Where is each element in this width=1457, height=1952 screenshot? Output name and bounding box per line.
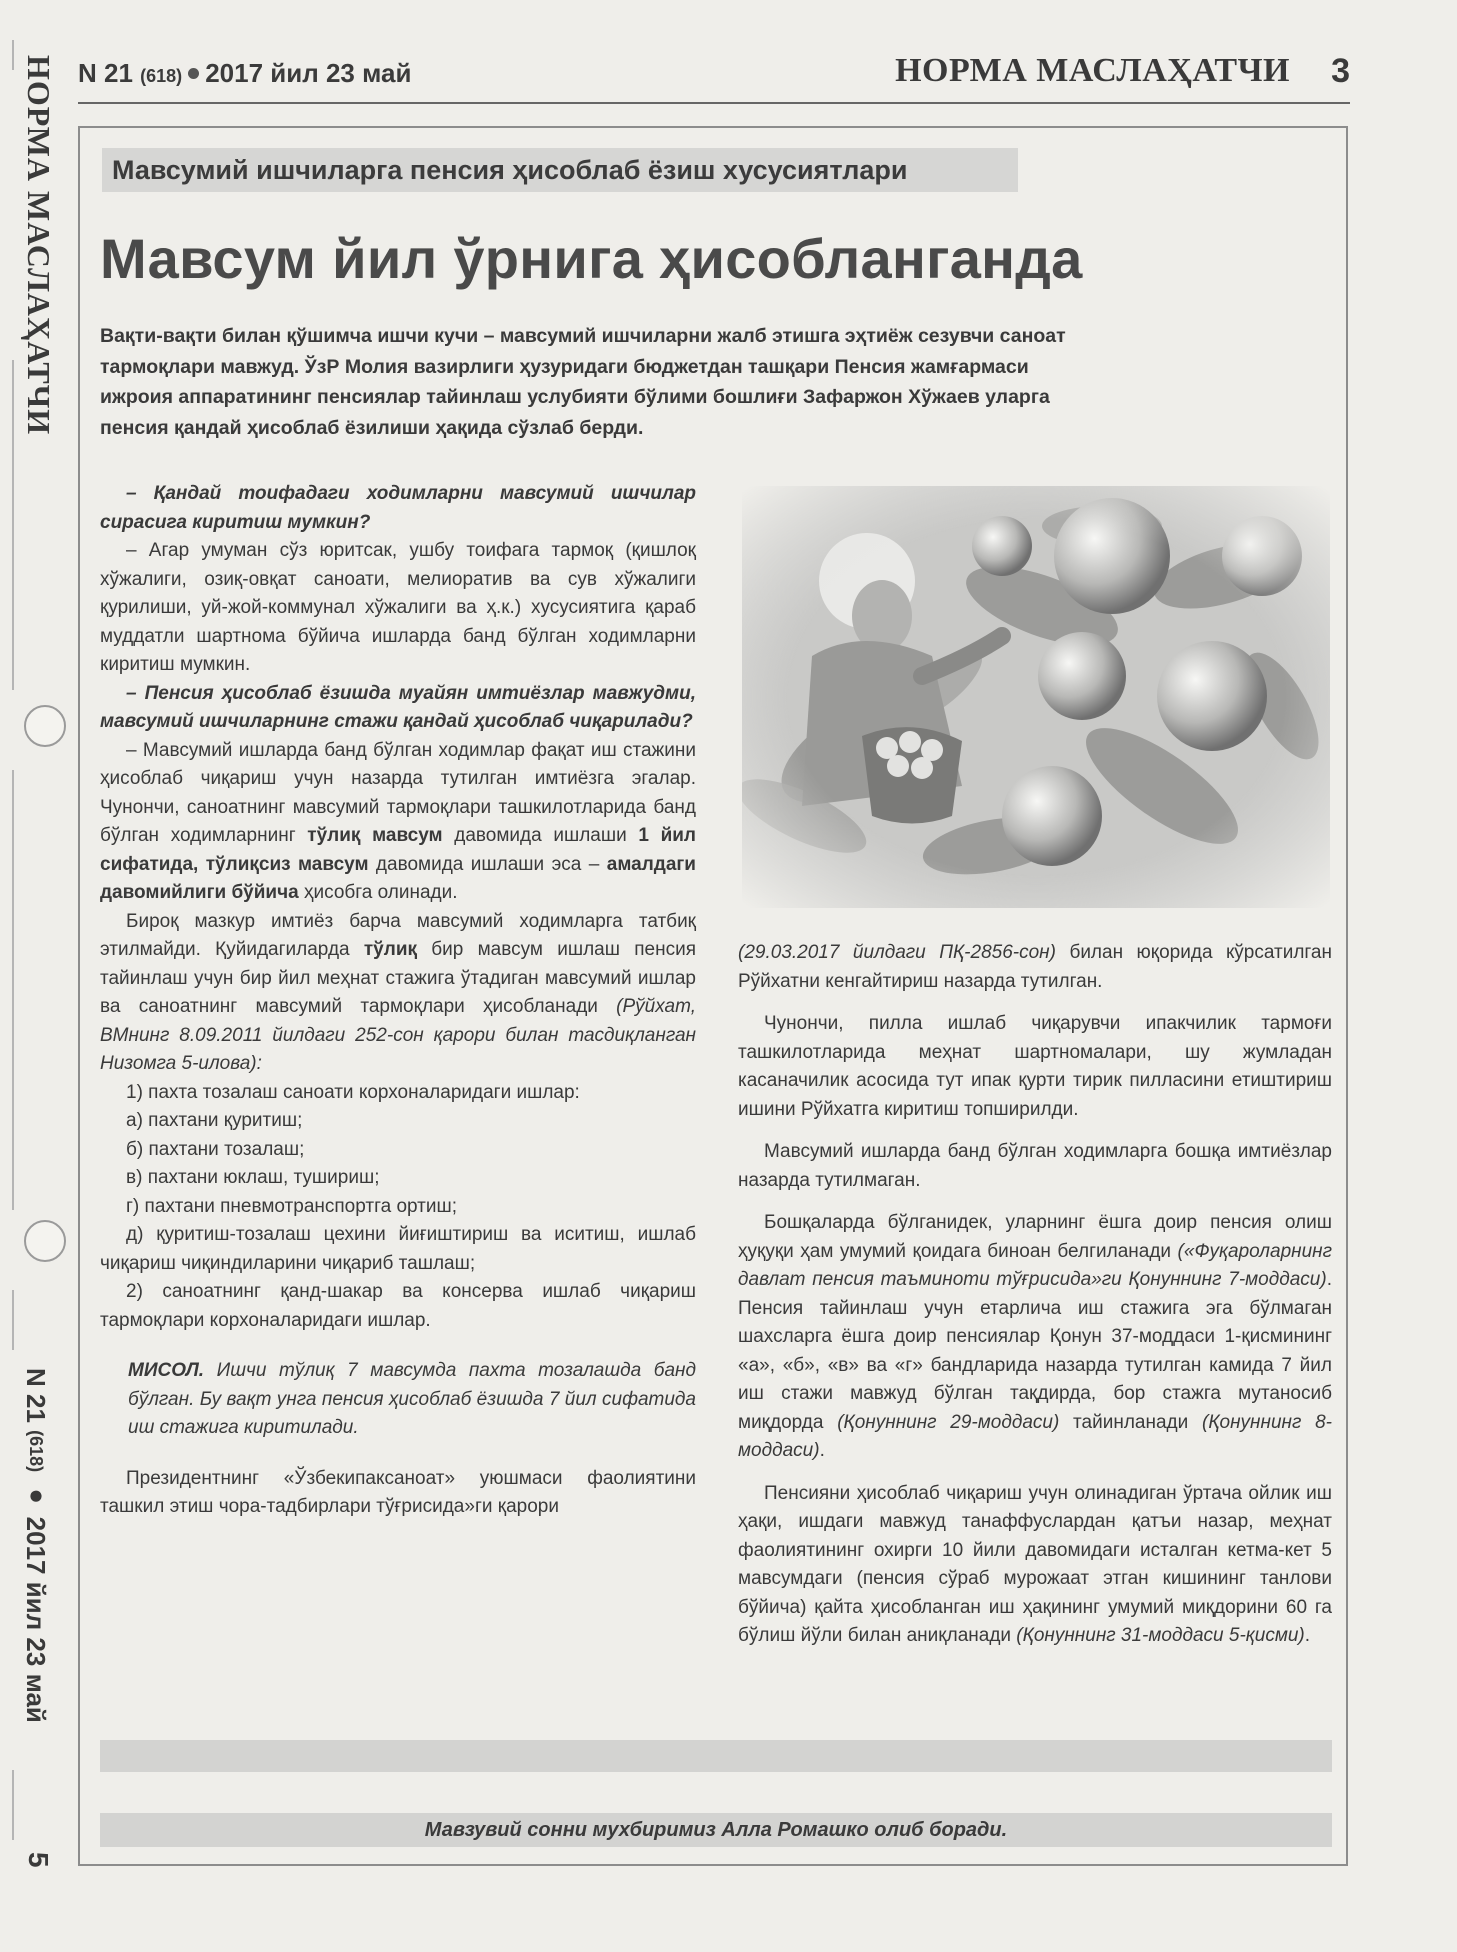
text-run: . Пенсия тайинлаш учун етарлича иш стажига эга бўлмаган шахсларга ёшга доир пенсиялар Қонун 37-моддаси 1-қисмининг «а», «б», «в» ва «г» бандларида назарда тутилган камида 7 йил иш стажи мавжуд бўлган тақдирда, бор стажга мутаносиб миқдорда [738,1269,1332,1433]
question-2: – Пенсия ҳисоблаб ёзишда муайян имтиёзлар мавжудми, мавсумий ишчиларнинг стажи қандай ҳисоблаб чиқарилади? [100,682,696,732]
paragraph-exemptions [100,908,696,1079]
list-item: а) пахтани қуритиш; [126,1110,303,1131]
bullet-icon [188,68,199,79]
page-number: 3 [1331,52,1350,90]
list-item: 1) пахта тозалаш саноати корхоналаридаги ишлар: [126,1081,580,1103]
separator-bar [100,1740,1332,1772]
lead-line: тармоқлари мавжуд. ЎзР Молия вазирлиги ҳузуридаги бюджетдан ташқари Пенсия жамғармаси [100,355,1029,378]
spine-page-number: 5 [23,1852,54,1868]
list-item: д) қуритиш-тозалаш цехини йиғиштириш ва иситиш, ишлаб чиқариш чиқиндиларини чиқариб ташлаш; [100,1224,696,1274]
list-item: г) пахтани пневмотранспортга ортиш; [126,1195,458,1217]
left-column [100,480,696,1522]
article-headline: Мавсум йил ўрнига ҳисобланганда [100,227,1083,290]
spine-issue-info [20,1368,51,1723]
issue-prefix: N 21 [78,58,133,88]
paragraph-decree-cont [738,939,1332,996]
spine-tick [12,1770,14,1840]
spine-tick [12,770,14,1210]
text-run: бир мавсум ишлаш пенсия тайинлаш учун бир йил меҳнат стажига ўтадиган мавсумий ишлар ва саноатнинг мавсумий тармоқлари ҳисобланади [100,939,697,1017]
spine-dot-icon: ● [21,1479,51,1510]
list-item: б) пахтани тозалаш; [126,1138,305,1160]
legal-reference: (29.03.2017 йилдаги ПҚ-2856-сон) [738,942,1056,963]
article-rubric: Мавсумий ишчиларга пенсия ҳисоблаб ёзиш хусусиятлари [102,148,1018,192]
paragraph-silk: Чунончи, пилла ишлаб чиқарувчи ипакчилик тармоғи ташкилотларида меҳнат шартномалари, шу жумладан касаначилик асосида тут ипак қурти тирик пилласини етиштириш ишини Рўйхатга киритиш топширилди. [738,1013,1332,1120]
bold-run: тўлиқ мавсум [307,825,443,846]
text-run: . [819,1440,825,1461]
punch-hole-icon [24,1220,66,1262]
harvest-photo-icon [742,486,1330,908]
legal-reference: (Қонуннинг 29-моддаси) [837,1411,1060,1433]
issue-info [78,58,411,89]
text-run: тайинланади [1059,1411,1202,1433]
legal-reference: (Қонуннинг 31-моддаси 5-қисми) [1016,1625,1305,1646]
right-column [738,939,1332,1651]
text-run: Бошқаларда бўлганидек, уларнинг ёшга доир пенсия олиш ҳуқуқи ҳам умумий қоидага биноан белгиланади [738,1212,1332,1262]
question-1: – Қандай тоифадаги ходимларни мавсумий ишчилар сирасига киритиш мумкин? [100,483,696,533]
legal-reference: (Рўйхат, ВМнинг 8.09.2011 йилдаги 252-сон қарори билан тасдиқланган Низомга 5-илова): [100,996,696,1074]
footer-note: Мавзувий сонни мухбиримиз Алла Ромашко олиб боради. [100,1813,1332,1847]
page-spine [0,0,62,1952]
list-item: в) пахтани юклаш, тушириш; [126,1167,380,1188]
spine-tick [12,1290,14,1350]
page-header [78,52,1350,102]
example-label: МИСОЛ. [128,1360,205,1381]
punch-hole-icon [24,705,66,747]
spine-tick [12,40,14,70]
list-item: 2) саноатнинг қанд-шакар ва консерва ишлаб чиқариш тармоқлари корхоналаридаги ишлар. [100,1281,696,1331]
paragraph-average-salary [738,1480,1332,1651]
text-run: давомида ишлаши [442,825,639,846]
paragraph-age-pension [738,1209,1332,1466]
lead-line: пенсия қандай ҳисоблаб ёзилиши ҳақида сўзлаб берди. [100,416,644,439]
answer-1: – Агар умуман сўз юритсак, ушбу тоифага тармоқ (қишлоқ хўжалиги, озиқ-овқат саноати, мелиоратив ва сув хўжалиги қурилиши, уй-жой-коммунал хўжалиги ва ҳ.к.) хусусиятига қараб муддатли шартнома бўйича ишларда банд бўлган ходимларни киритиш мумкин. [100,540,696,675]
legal-reference: («Фуқароларнинг давлат пенсия таъминоти тўғрисида»ги Қонуннинг 7-моддаси) [738,1240,1332,1290]
lead-line: ижроия аппаратининг пенсиялар тайинлаш услубияти бўлими бошлиғи Зафаржон Хўжаев уларга [100,386,1050,408]
text-run: билан юқорида кўрсатилган Рўйхатни кенгайтириш назарда тутилган. [738,942,1332,992]
journal-name: НОРМА МАСЛАҲАТЧИ [895,52,1290,89]
harvest-photo [742,486,1330,908]
bold-run: 1 йил сифатида, тўлиқсиз мавсум [100,825,697,875]
spine-tick [12,360,14,690]
spine-journal-name: НОРМА МАСЛАҲАТЧИ [21,55,57,436]
lead-line: Вақти-вақти билан қўшимча ишчи кучи – мавсумий ишчиларни жалб этишга эҳтиёж сезувчи саноат [100,325,1066,347]
bold-run: амалдаги давомийлиги бўйича [100,853,696,903]
legal-reference: (Қонуннинг 8-моддаси) [738,1411,1332,1461]
text-run: – Мавсумий ишларда банд бўлган ходимлар фақат иш стажини ҳисоблаб чиқариш учун назарда тутилган имтиёзга эгалар. Чунончи, саноатнинг мавсумий тармоқлари ташкилотларида банд бўлган ходимларнинг [100,739,696,846]
paragraph-decree [100,1465,696,1522]
text-run: . [1304,1625,1311,1646]
issue-date: 2017 йил 23 май [205,58,412,88]
issue-number: (618) [140,66,183,86]
paragraph-no-other-benefits: Мавсумий ишларда банд бўлган ходимларга бошқа имтиёзлар назарда тутилмаган. [738,1141,1332,1191]
spine-issue-prefix: N 21 [21,1368,51,1423]
article-lead [100,321,1325,443]
bold-run: тўлиқ [363,939,418,960]
header-rule [78,102,1350,104]
example-text: Ишчи тўлиқ 7 мавсумда пахта тозалашда банд бўлган. Бу вақт унга пенсия ҳисоблаб ёзишда 7 йил сифатида иш стажига киритилади. [128,1360,696,1438]
text-run: давомида ишлаши эса – [368,853,607,875]
text-run: Бироқ мазкур имтиёз барча мавсумий ходимларга татбиқ этилмайди. Қуйидагиларда [100,910,696,960]
text-run: ҳисобга олинади. [298,882,458,903]
spine-issue-date: 2017 йил 23 май [21,1516,51,1723]
example-box [100,1357,696,1443]
answer-2 [100,737,696,908]
spine-issue-num: (618) [26,1430,46,1473]
text-run: Президентнинг «Ўзбекипаксаноат» уюшмаси фаолиятини ташкил этиш чора-тадбирлари тўғрисида»ги қарори [100,1467,696,1517]
text-run: Пенсияни ҳисоблаб чиқариш учун олинадиган ўртача ойлик иш ҳақи, ишдаги мавжуд танаффуслардан қатъи назар, меҳнат фаолиятининг охирги 10 йили давомидаги исталган кетма-кет 5 мавсумдаги (пенсия сўраб мурожаат этган кишининг танлови бўйича) қайта ҳисобланган иш ҳақининг умумий миқдорини 60 га бўлиш йўли билан аниқланади [738,1482,1332,1646]
